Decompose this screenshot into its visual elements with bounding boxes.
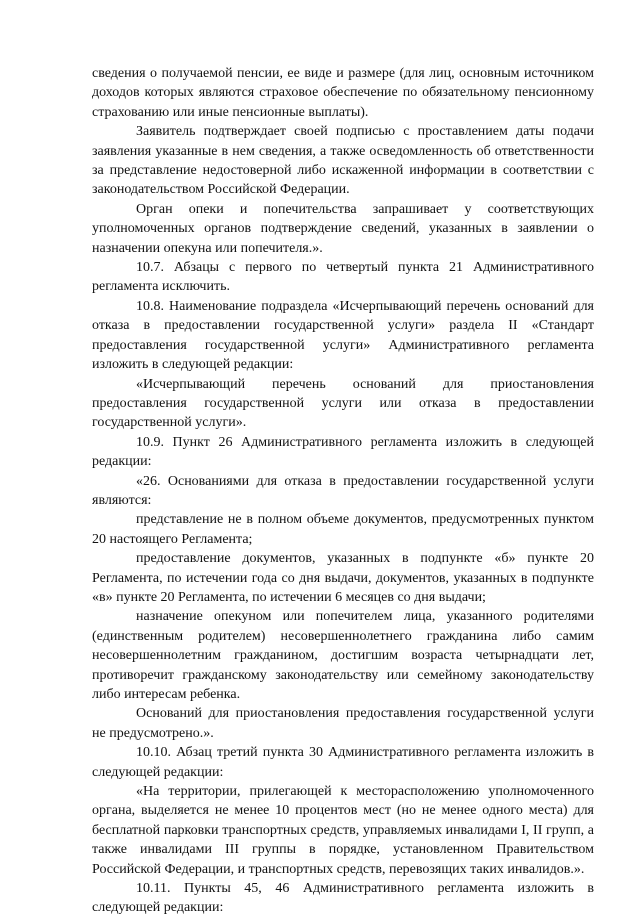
- paragraph-parking: «На территории, прилегающей к месторасположению уполномоченного органа, выделяется не менее 10 процентов мест (но не менее одного места) для бесплатной парковки транспортных средств, управляемых инвалидами I, II групп, а также инвалидами III группы в порядке, установленном Правительством Российской Федерации, и транспортных средств, перевозящих таких инвалидов.».: [92, 784, 594, 877]
- paragraph-incomplete-documents: представление не в полном объеме документов, предусмотренных пунктом 20 настоящего Регламента;: [92, 512, 594, 547]
- paragraph-10-10: 10.10. Абзац третий пункта 30 Административного регламента изложить в следующей редакции:: [92, 745, 594, 780]
- paragraph-10-7: 10.7. Абзацы с первого по четвертый пункта 21 Административного регламента исключить.: [92, 260, 594, 295]
- paragraph-guardianship-body: Орган опеки и попечительства запрашивает у соответствующих уполномоченных органов подтверждение сведений, указанных в заявлении о назначении опекуна или попечителя.».: [92, 201, 594, 256]
- paragraph-expired-documents: предоставление документов, указанных в подпункте «б» пункте 20 Регламента, по истечении года со дня выдачи, документов, указанных в подпункте «в» пункте 20 Регламента, по истечении 6 месяцев со дня выдачи;: [92, 551, 594, 605]
- paragraph-applicant-confirms: Заявитель подтверждает своей подписью с проставлением даты подачи заявления указанные в нем сведения, а также осведомленность об ответственности за представление недостоверной либо искаженной информации в соответствии с законодательством Российской Федерации.: [92, 124, 594, 198]
- paragraph-10-11: 10.11. Пункты 45, 46 Административного регламента изложить в следующей редакции:: [92, 881, 594, 916]
- paragraph-10-8: 10.8. Наименование подраздела «Исчерпывающий перечень оснований для отказа в предоставлении государственной услуги» раздела II «Стандарт предоставления государственной услуги» Административного регламента изложить в следующей редакции:: [92, 298, 594, 373]
- document-page: [92, 64, 594, 918]
- paragraph-pension-info: сведения о получаемой пенсии, ее виде и размере (для лиц, основным источником доходов которых являются страховое обеспечение по обязательному пенсионному страхованию или иные пенсионные выплаты).: [92, 66, 594, 120]
- paragraph-10-9: 10.9. Пункт 26 Административного регламента изложить в следующей редакции:: [92, 434, 594, 470]
- paragraph-guardian-appointment: назначение опекуном или попечителем лица, указанного родителями (единственным родителем) несовершеннолетнего гражданина либо самим несовершеннолетним гражданином, достигшим возраста четырнадцати лет, противоречит гражданскому законодательству или семейному законодательству либо интересам ребенка.: [92, 609, 594, 702]
- paragraph-exhaustive-list-title: «Исчерпывающий перечень оснований для приостановления предоставления государственной услуги или отказа в предоставлении государственной услуги».: [92, 376, 594, 431]
- paragraph-no-suspension: Оснований для приостановления предоставления государственной услуги не предусмотрено.».: [92, 706, 594, 741]
- paragraph-item-26: «26. Основаниями для отказа в предоставлении государственной услуги являются:: [92, 473, 594, 508]
